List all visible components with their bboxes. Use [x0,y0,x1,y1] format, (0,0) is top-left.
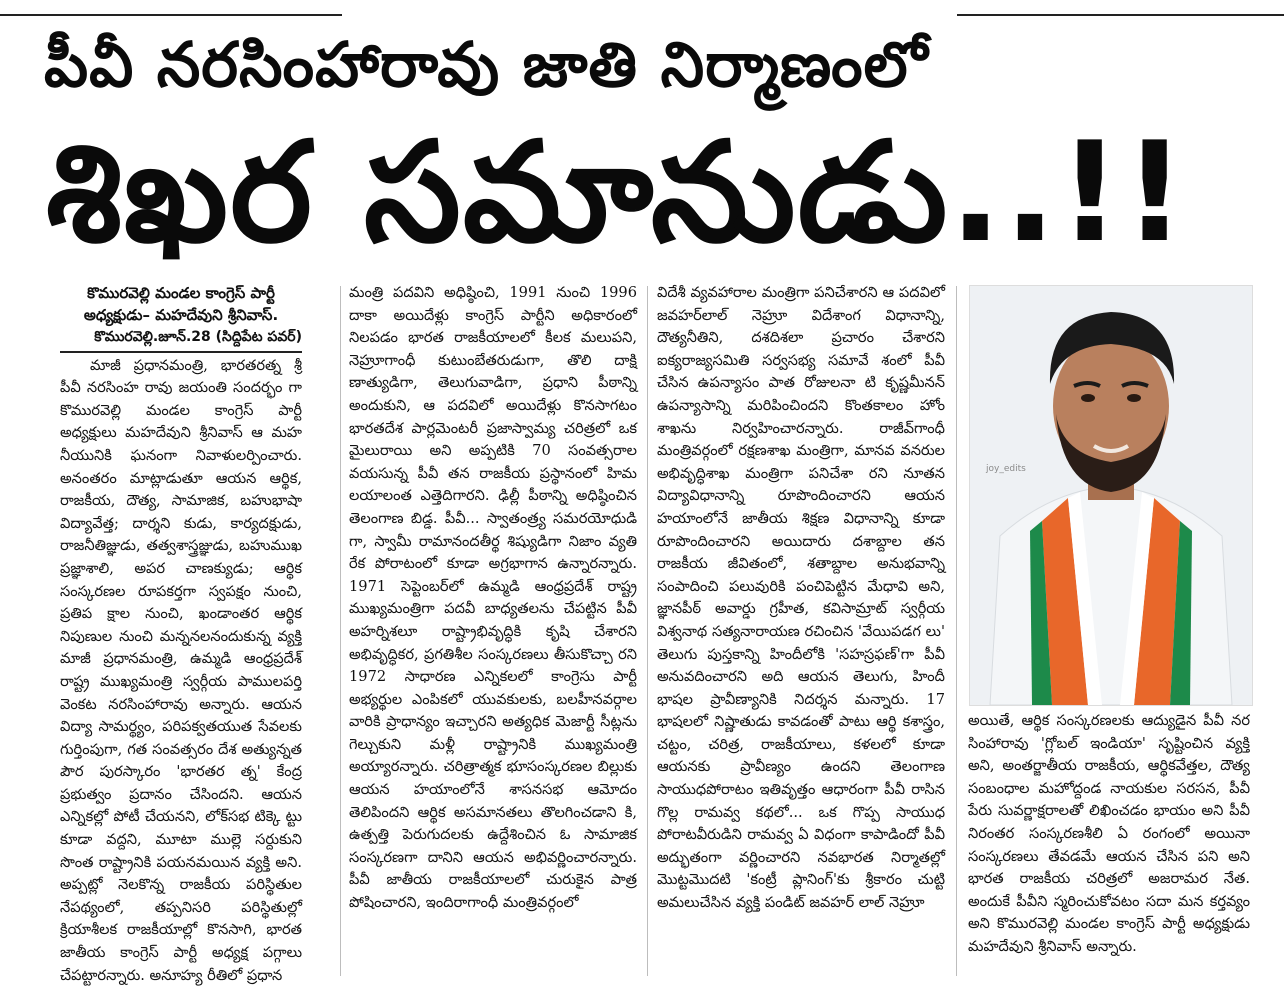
headline-line-1: పీవీ నరసింహారావు జాతి నిర్మాణంలో [44,28,929,101]
article-column-4 [968,710,1250,959]
column-4-text: అయితే, ఆర్థిక సంస్కరణలకు ఆద్యుడైన పీవీ నర సింహారావు 'గ్లోబల్ ఇండియా' సృష్టించిన వ్యక్తి అని, అంతర్జాతీయ రాజకీయ, ఆర్థికవేత్తల, దౌత్య సంబంధాల మహోద్దండ నాయకుల సరసన, పీవీ పేరు సువర్ణాక్షరాలతో లిఖించడం భాయం అని పీవీ నిరంతర సంస్కరణశీలి ఏ రంగంలో అయినా సంస్కరణలు తేవడమే ఆయన చేసిన పని అని భారత రాజకీయ చరిత్రలో అజరామర నేత. అందుకే పీవీని స్మరించుకోవటం సదా మన కర్తవ్యం అని కొమురవెల్లి మండల కాంగ్రెస్ పార్టీ అధ్యక్షుడు మహదేవుని శ్రీనివాస్ అన్నారు. [968,712,1250,955]
byline-name-line-1: కొమురవెల్లి మండల కాంగ్రెస్ పార్టీ [87,284,275,302]
column-2-text: మంత్రి పదవిని అధిష్ఠించి, 1991 నుంచి 1996 దాకా అయిదేళ్లు కాంగ్రెస్ పార్టీని అధికారంలో నిలపడం భారత రాజకీయాలలో కీలక మలుపని, నెహ్రూగాంధీ కుటుంబేతరుడుగా, తొలి దాక్షి ణాత్యుడిగా, తెలుగువాడిగా, ప్రధాని పీఠాన్ని అందుకుని, ఆ పదవిలో అయిదేళ్లు కొనసాగటం భారతదేశ పార్లమెంటరీ ప్రజాస్వామ్య చరిత్రలో ఒక మైలురాయి అని అప్పటికి 70 సంవత్సరాల వయసున్న పీవీ తన రాజకీయ ప్రస్థానంలో హిమ లయాలంత ఎత్తెదిగారని. ఢిల్లీ పీఠాన్ని అధిష్ఠించిన తెలంగాణ బిడ్డ. పీవీ... స్వాతంత్ర్య సమరయోధుడి గా, స్వామీ రామానందతీర్థ శిష్యుడిగా నిజాం వ్యతి రేక పోరాటంలో కూడా అగ్రభాగాన ఉన్నారన్నారు. 1971 సెప్టెంబర్‌లో ఉమ్మడి ఆంధ్రప్రదేశ్ రాష్ట్ర ముఖ్యమంత్రిగా పదవీ బాధ్యతలను చేపట్టిన పీవీ అహర్నిశలూ రాష్ట్రాభివృద్ధికి కృషి చేశారని అభివృద్ధికర, ప్రగతిశీల సంస్కరణలు తీసుకొచ్చా రని 1972 సాధారణ ఎన్నికలలో కాంగ్రెసు పార్టీ అభ్యర్థుల ఎంపికలో యువకులకు, బలహీనవర్గాల వారికి ప్రాధాన్యం ఇచ్చారని అత్యధిక మెజార్టీ సీట్లను గెల్చుకుని మళ్లీ రాష్ట్రానికి ముఖ్యమంత్రి అయ్యారన్నారు. చరిత్రాత్మక భూసంస్కరణల బిల్లుకు ఆయన హయాంలోనే శాసనసభ ఆమోదం తెలిపిందని ఆర్థిక అసమానతలు తొలగించడాని కి, ఉత్పత్తి పెరుగుదలకు ఉద్దేశించిన ఓ సామాజిక సంస్కరణగా దానిని ఆయన అభివర్ణించారన్నారు. పీవీ జాతీయ రాజకీయాలలో చురుకైన పాత్ర పోషించారని, ఇందిరాగాంధీ మంత్రివర్గంలో [349,284,637,912]
article-column-3 [657,282,945,915]
top-rule-left [0,14,342,16]
column-divider-2 [647,286,648,976]
portrait-photo [969,285,1253,706]
top-rule-right [957,14,1284,16]
column-1-text: మాజీ ప్రధానమంత్రి, భారతరత్న శ్రీ పీవీ నరసింహ రావు జయంతి సందర్భం గా కొమురవెల్లి మండల కాంగ్రెస్ పార్టీ అధ్యక్షులు మహదేవుని శ్రీనివాస్ ఆ మహ నీయునికి ఘనంగా నివాళులర్పించారు. అనంతరం మాట్లాడుతూ ఆయన ఆర్థిక, రాజకీయ, దౌత్య, సామాజిక, బహుభాషా విద్యావేత్త; దార్శని కుడు, కార్యదక్షుడు, రాజనీతిజ్ఞుడు, తత్వశాస్త్రజ్ఞుడు, బహుముఖ ప్రజ్ఞాశాలి, అపర చాణక్యుడు; ఆర్థిక సంస్కరణల రూపకర్తగా స్వపక్షం నుంచి, ప్రతిప క్షాల నుంచి, ఖండాంతర ఆర్థిక నిపుణుల నుంచి మన్ననలనందుకున్న వ్యక్తి మాజీ ప్రధానమంత్రి, ఉమ్మడి ఆంధ్రప్రదేశ్ రాష్ట్ర ముఖ్యమంత్రి స్వర్గీయ పాములపర్తి వెంకట నరసింహారావు అన్నారు. ఆయన విద్యా సామర్థ్యం, పరిపక్వతయుత సేవలకు గుర్తింపుగా, గత సంవత్సరం దేశ అత్యున్నత పౌర పురస్కారం 'భారతర త్న' కేంద్ర ప్రభుత్వం ప్రదానం చేసిందని. ఆయన ఎన్నికల్లో పోటీ చేయనని, లోక్‌సభ టిక్కె ట్టు కూడా వద్దని, మూటా ముల్లె సర్దుకుని సొంత రాష్ట్రానికి పయనమయిన వ్యక్తి అని. అప్పట్లో నెలకొన్న రాజకీయ పరిస్థితుల నేపథ్యంలో, తప్పనిసరి పరిస్థితుల్లో క్రియాశీలక రాజకీయాల్లో కొనసాగి, భారత జాతీయ కాంగ్రెస్ పార్టీ అధ్యక్ష పగ్గాలు చేపట్టారన్నారు. అనూహ్య రీతిలో ప్రధాన [60,356,302,984]
headline-line-2: శిఖర సమానుడు..!! [46,112,1189,273]
dateline: కొమురవెల్లి.జూన్.28 (సిద్దిపేట పవర్) [60,326,302,353]
column-divider-1 [340,286,341,976]
portrait-illustration [970,286,1252,705]
photo-credit: joy_edits [986,464,1026,474]
column-divider-3 [956,286,957,976]
article-column-1 [60,282,302,987]
column-3-text: విదేశీ వ్యవహారాల మంత్రిగా పనిచేశారని ఆ పదవిలో జవహర్‌లాల్ నెహ్రూ విదేశాంగ విధానాన్ని, దౌత్యనీతిని, దశదిశలా ప్రచారం చేశారని ఐక్యరాజ్యసమితి సర్వసభ్య సమావే శంలో పీవీ చేసిన ఉపన్యాసం పాత రోజులనా టి కృష్ణమీనన్ ఉపన్యాసాన్ని మరిపించిందని కొంతకాలం హోం శాఖను నిర్వహించారన్నారు. రాజీవ్‌గాంధీ మంత్రివర్గంలో రక్షణశాఖ మంత్రిగా, మానవ వనరుల అభివృద్ధిశాఖ మంత్రిగా పనిచేశా రని నూతన విద్యావిధానాన్ని రూపొందించారని ఆయన హయాంలోనే జాతీయ శిక్షణ విధానాన్ని కూడా రూపొందించారని అయిదారు దశాబ్దాల తన రాజకీయ జీవితంలో, శతాబ్దాల అనుభవాన్ని సంపాదించి పలువురికి పంచిపెట్టిన మేధావి అని, జ్ఞానపీఠ్ అవార్డు గ్రహీత, కవిసామ్రాట్ స్వర్గీయ విశ్వనాథ సత్యనారాయణ రచించిన 'వేయిపడగ లు' తెలుగు పుస్తకాన్ని హిందీలోకి 'సహస్రఫణ్'గా పీవీ అనువదించారని అది ఆయన తెలుగు, హిందీ భాషల ప్రావీణ్యానికి నిదర్శన మన్నారు. 17 భాషలలో నిష్ణాతుడు కావడంతో పాటు ఆర్థి కశాస్త్రం, చట్టం, చరిత్ర, రాజకీయాలు, కళలలో కూడా ఆయనకు ప్రావీణ్యం ఉందని తెలంగాణ సాయుధపోరాటం ఇతివృత్తం ఆధారంగా పీవీ రాసిన గొల్ల రామవ్వ కథలో... ఒక గొప్ప సాయుధ పోరాటవీరుడిని రామవ్వ ఏ విధంగా కాపాడిందో పీవీ అద్భుతంగా వర్ణించారని నవభారత నిర్మాతల్లో మొట్టమొదటి 'కంట్రీ ప్లానింగ్'కు శ్రీకారం చుట్టి అమలుచేసిన వ్యక్తి పండిట్ జవహర్ లాల్ నెహ్రూ [657,284,945,912]
byline-name-line-2: అధ్యక్షుడు– మహదేవుని శ్రీనివాస్. [83,306,279,324]
article-column-2 [349,282,637,915]
